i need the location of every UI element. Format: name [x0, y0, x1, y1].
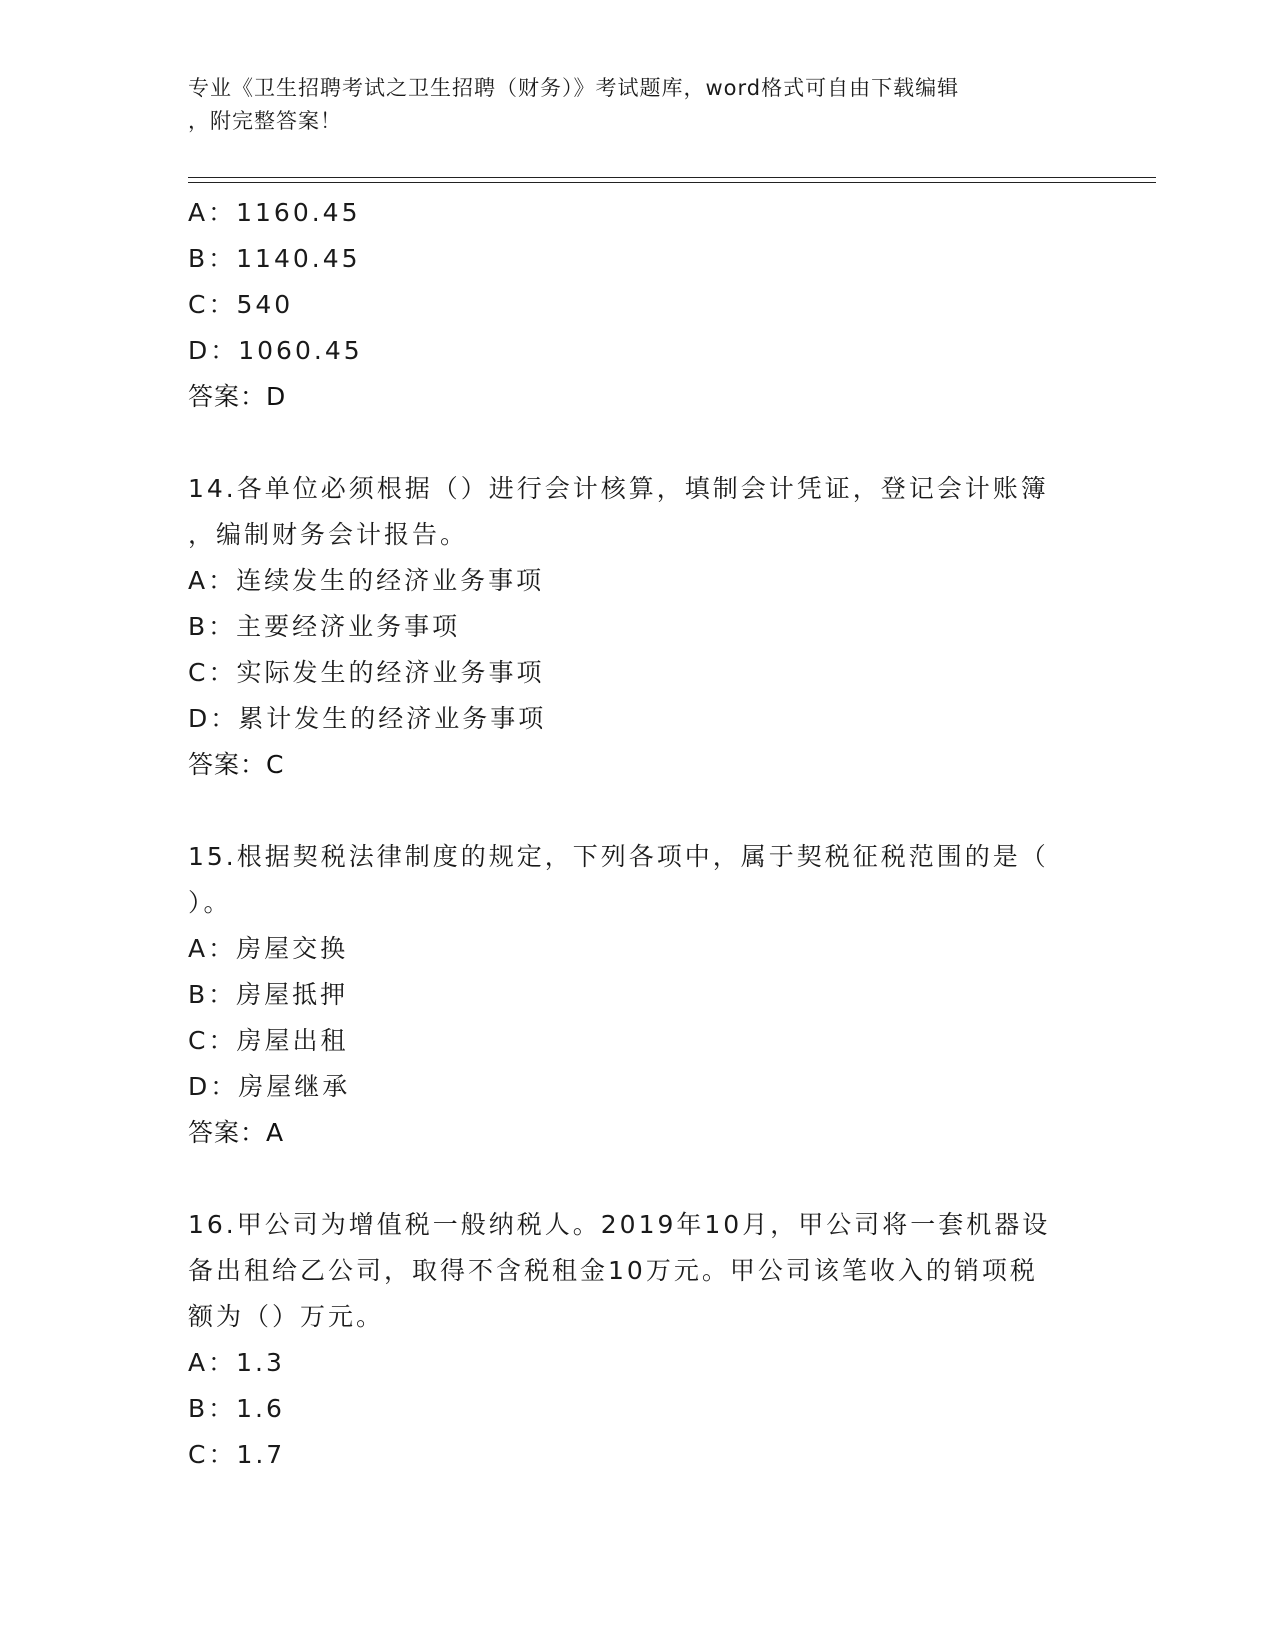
option-d: D：1060.45 [188, 336, 363, 365]
option-a: A：1160.45 [188, 198, 361, 227]
spacer [188, 420, 1088, 466]
header-divider-top [188, 177, 1156, 178]
option-a: A：房屋交换 [188, 934, 349, 963]
option-c: C：1.7 [188, 1440, 286, 1469]
answer: 答案：A [188, 1118, 285, 1147]
header-line-2: ，附完整答案！ [188, 109, 342, 133]
question-15 [188, 834, 1088, 1156]
question-14 [188, 466, 1088, 788]
spacer [188, 1156, 1088, 1202]
question-stem-line: 14.各单位必须根据（）进行会计核算，填制会计凭证，登记会计账簿 [188, 474, 1049, 503]
question-stem-line: 15.根据契税法律制度的规定，下列各项中，属于契税征税范围的是（ [188, 842, 1049, 871]
question-stem-line: ）。 [188, 888, 232, 917]
option-a: A：1.3 [188, 1348, 285, 1377]
option-d: D：房屋继承 [188, 1072, 351, 1101]
question-stem-line: 备出租给乙公司，取得不含税租金10万元。甲公司该笔收入的销项税 [188, 1256, 1038, 1285]
question-13 [188, 190, 1088, 420]
header-line-1: 专业《卫生招聘考试之卫生招聘（财务）》考试题库，word格式可自由下载编辑 [188, 76, 960, 100]
option-c: C：实际发生的经济业务事项 [188, 658, 545, 687]
spacer [188, 788, 1088, 834]
option-b: B：1.6 [188, 1394, 285, 1423]
header-divider-bottom [188, 182, 1156, 183]
answer: 答案：C [188, 750, 285, 779]
option-b: B：主要经济业务事项 [188, 612, 461, 641]
document-header [188, 72, 1068, 138]
option-b: B：1140.45 [188, 244, 361, 273]
question-16 [188, 1202, 1088, 1478]
option-d: D：累计发生的经济业务事项 [188, 704, 547, 733]
question-stem-line: 额为（）万元。 [188, 1302, 385, 1331]
option-c: C：540 [188, 290, 294, 319]
question-list [188, 190, 1088, 1478]
question-stem-line: ，编制财务会计报告。 [188, 520, 469, 549]
option-c: C：房屋出租 [188, 1026, 349, 1055]
option-b: B：房屋抵押 [188, 980, 349, 1009]
option-a: A：连续发生的经济业务事项 [188, 566, 545, 595]
question-stem-line: 16.甲公司为增值税一般纳税人。2019年10月，甲公司将一套机器设 [188, 1210, 1051, 1239]
answer: 答案：D [188, 382, 287, 411]
